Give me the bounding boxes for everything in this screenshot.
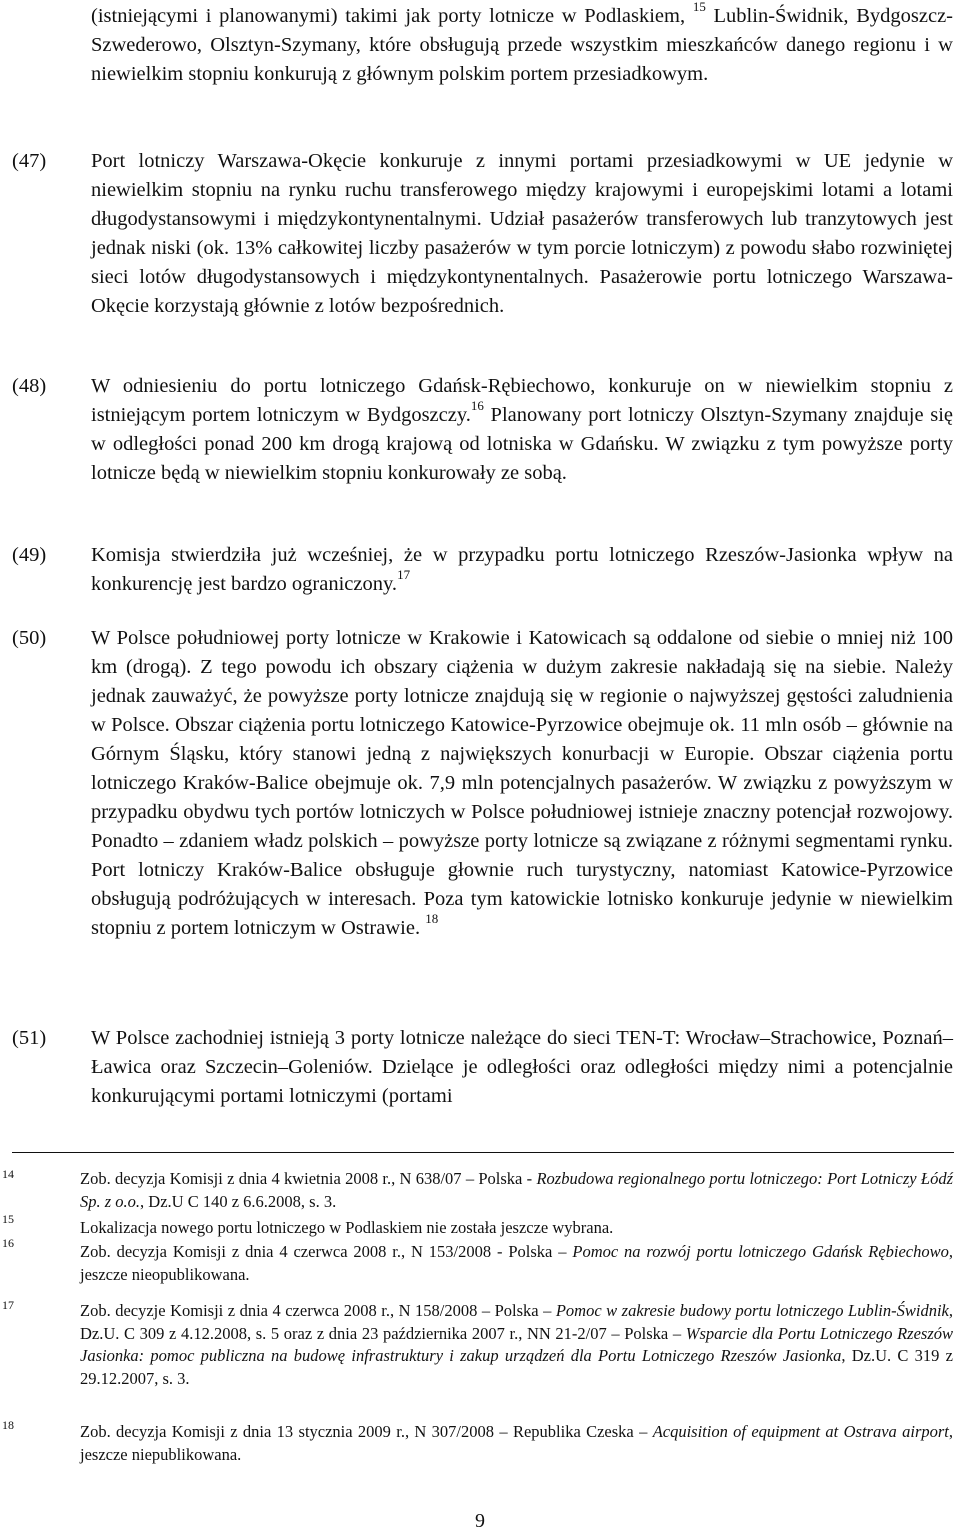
footnote-number: 14 [2,1167,14,1181]
footnote-part: , jeszcze nieopublikowana. [80,1242,953,1284]
footnote-17 [80,1300,953,1390]
footnote-part: , Dz.U. C 309 z 4.12.2008, s. 5 oraz z dnia 23 października 2007 r., NN 21-2/07 – Polska – [80,1301,953,1343]
paragraph-text: Port lotniczy Warszawa-Okęcie konkuruje z innymi portami przesiadkowymi w UE jedynie w niewielkim stopniu na rynku ruchu transferowego między krajowymi i europejskimi lotami a lotami długodystansowymi i międzykontynentalnymi. Udział pasażerów transferowych lub tranzytowych jest jednak niski (ok. 13% całkowitej liczby pasażerów w tym porcie lotniczym) z powodu słabo rozwiniętej sieci lotów długodystansowych i międzykontynentalnych. Pasażerowie portu lotniczego Warszawa-Okęcie korzystają głównie z lotów bezpośrednich. [91,150,953,317]
footnote-ref: 17 [397,567,411,583]
footnote-15 [80,1217,953,1240]
footnote-part-italic: Pomoc na rozwój portu lotniczego Gdańsk Rębiechowo [572,1242,949,1261]
footnote-part: Zob. decyzja Komisji z dnia 4 kwietnia 2008 r., N 638/07 – Polska - [80,1169,537,1188]
footnote-part: Lokalizacja nowego portu lotniczego w Podlaskiem nie została jeszcze wybrana. [80,1218,614,1237]
footnote-part-italic: Pomoc w zakresie budowy portu lotniczego Lublin-Świdnik [555,1301,949,1320]
paragraph-47 [91,147,953,321]
continuation-text-b: Lublin-Świdnik, Bydgoszcz-Szwederowo, Olsztyn-Szymany, które obsługują przede wszystkim mieszkańców danego regionu i w niewielkim stopniu konkurują z głównym polskim portem przesiadkowym. [91,5,953,85]
footnote-16 [80,1241,953,1286]
continuation-paragraph [91,2,953,89]
paragraph-48 [91,372,953,488]
paragraph-number: (49) [12,544,47,566]
footnote-number: 18 [2,1418,14,1432]
paragraph-number: (48) [12,375,47,397]
footnote-number: 17 [2,1298,14,1312]
page-number: 9 [475,1510,485,1532]
footnote-part: Zob. decyzje Komisji z dnia 4 czerwca 2008 r., N 158/2008 – Polska – [80,1301,556,1320]
footnote-14 [80,1168,953,1213]
footnote-part: , Dz.U. C 319 z 29.12.2007, s. 3. [80,1346,954,1388]
footnote-part: , jeszcze niepublikowana. [80,1422,953,1464]
footnote-part: , Dz.U C 140 z 6.6.2008, s. 3. [140,1191,337,1211]
paragraph-number: (50) [12,627,47,649]
paragraph-text: W Polsce południowej porty lotnicze w Krakowie i Katowicach są oddalone od siebie o mniej niż 100 km (drogą). Z tego powodu ich obszary ciążenia w dużym zakresie nakładają się na siebie. Należy jednak zauważyć, że powyższe porty lotnicze znajdują się w regionie o najwyższej gęstości zaludnienia w Polsce. Obszar ciążenia portu lotniczego Katowice-Pyrzowice obejmuje ok. 11 mln osób – głównie na Górnym Śląsku, który stanowi jedną z największych konurbacji w Europie. Obszar ciążenia portu lotniczego Kraków-Balice obejmuje ok. 7,9 mln potencjalnych pasażerów. W związku z powyższym w przypadku obydwu tych portów lotniczych w Polsce południowej istnieje znaczny potencjał rozwojowy. Ponadto – zdaniem władz polskich – powyższe porty lotnicze są związane z różnymi segmentami rynku. Port lotniczy Kraków-Balice obsługuje głownie ruch turystyczny, natomiast Katowice-Pyrzowice obsługują podróżujących w interesach. Poza tym katowickie lotnisko konkuruje jedynie w niewielkim stopniu z portem lotniczym w Ostrawie. [91,627,953,939]
paragraph-text-cont: Planowany port lotniczy Olsztyn-Szymany znajduje się w odległości ponad 200 km drogą krajową od lotniska w Gdańsku. W związku z tym powyższe porty lotnicze będą w niewielkim stopniu konkurowały ze sobą. [91,404,953,484]
paragraph-text: Komisja stwierdziła już wcześniej, że w przypadku portu lotniczego Rzeszów-Jasionka wpływ na konkurencję jest bardzo ograniczony. [91,544,953,595]
footnote-divider [12,1152,954,1153]
paragraph-51 [91,1024,953,1111]
footnote-part-italic: Rozbudowa regionalnego portu lotniczego: Port Lotniczy Łódź Sp. z o.o. [80,1169,954,1211]
paragraph-number: (51) [12,1027,47,1049]
footnote-ref: 15 [692,0,706,15]
continuation-text-a: (istniejącymi i planowanymi) takimi jak porty lotnicze w Podlaskiem, [91,5,693,27]
paragraph-49 [91,541,953,599]
footnote-ref: 18 [425,911,439,927]
footnote-part: Zob. decyzja Komisji z dnia 4 czerwca 2008 r., N 153/2008 - Polska – [80,1242,573,1261]
paragraph-50 [91,624,953,943]
footnote-part-italic: Wsparcie dla Portu Lotniczego Rzeszów Jasionka: pomoc publiczna na budowę infrastruktury i zakup urządzeń dla Portu Lotniczego Rzeszów Jasionka [80,1323,953,1365]
footnote-part-italic: Acquisition of equipment at Ostrava airport [652,1422,949,1441]
footnote-18 [80,1421,953,1466]
footnote-number: 15 [2,1212,14,1226]
paragraph-number: (47) [12,150,47,172]
footnote-part: Zob. decyzja Komisji z dnia 13 stycznia 2009 r., N 307/2008 – Republika Czeska – [80,1422,653,1441]
footnote-ref: 16 [470,398,484,414]
paragraph-text: W Polsce zachodniej istnieją 3 porty lotnicze należące do sieci TEN-T: Wrocław–Strachowice, Poznań–Ławica oraz Szczecin–Goleniów. Dzielące je odległości oraz odległości między nimi a potencjalnie konkurującymi portami lotniczymi (portami [91,1027,953,1107]
paragraph-text: W odniesieniu do portu lotniczego Gdańsk-Rębiechowo, konkuruje on w niewielkim stopniu z istniejącym portem lotniczym w Bydgoszczy. [91,375,953,426]
footnote-number: 16 [2,1236,14,1250]
